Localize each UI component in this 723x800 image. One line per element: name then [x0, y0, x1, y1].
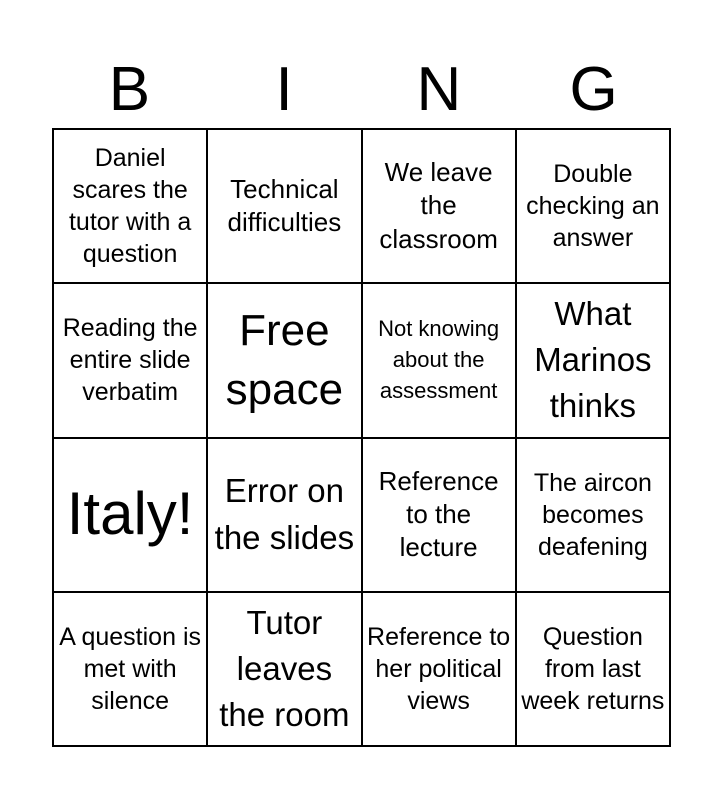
cell-text: Free space [225, 305, 344, 415]
cell-text: Double checking an answer [526, 160, 660, 253]
cell-text: Question from last week returns [521, 622, 665, 715]
cell-text: Reading the entire slide verbatim [62, 314, 198, 407]
cell-text: Reference to the lecture [378, 465, 499, 563]
bingo-cell[interactable] [362, 438, 516, 592]
cell-text: Tutor leaves the room [219, 603, 350, 733]
bingo-cell[interactable] [362, 592, 516, 746]
bingo-cell[interactable] [516, 129, 670, 283]
cell-text: Technical difficulties [227, 173, 342, 238]
bingo-cell[interactable] [516, 592, 670, 746]
cell-text: We leave the classroom [379, 157, 498, 254]
cell-text: Daniel scares the tutor with a question [68, 144, 192, 269]
cell-text: Error on the slides [214, 472, 355, 556]
bingo-cell[interactable] [516, 283, 670, 437]
bingo-cell[interactable] [362, 129, 516, 283]
free-space-cell[interactable] [207, 283, 361, 437]
header-letter-b: B [108, 55, 151, 124]
cell-text: Not knowing about the assessment [378, 316, 500, 403]
bingo-cell[interactable] [53, 592, 207, 746]
header-letter-g: G [569, 55, 618, 124]
bingo-cell[interactable] [53, 129, 207, 283]
bingo-cell[interactable] [53, 283, 207, 437]
bingo-cell[interactable] [516, 438, 670, 592]
bingo-cell[interactable] [207, 438, 361, 592]
header-letter-i: I [275, 55, 293, 124]
bingo-cell[interactable] [207, 129, 361, 283]
cell-text: The aircon becomes deafening [533, 468, 652, 561]
bingo-board [52, 128, 671, 747]
bingo-cell[interactable] [207, 592, 361, 746]
cell-text: Reference to her political views [367, 622, 511, 715]
bingo-cell[interactable] [53, 438, 207, 592]
cell-text: Italy! [66, 480, 194, 548]
cell-text: A question is met with silence [59, 622, 201, 715]
bingo-header [52, 52, 671, 128]
cell-text: What Marinos thinks [534, 295, 652, 425]
bingo-cell[interactable] [362, 283, 516, 437]
header-letter-n: N [416, 55, 462, 124]
